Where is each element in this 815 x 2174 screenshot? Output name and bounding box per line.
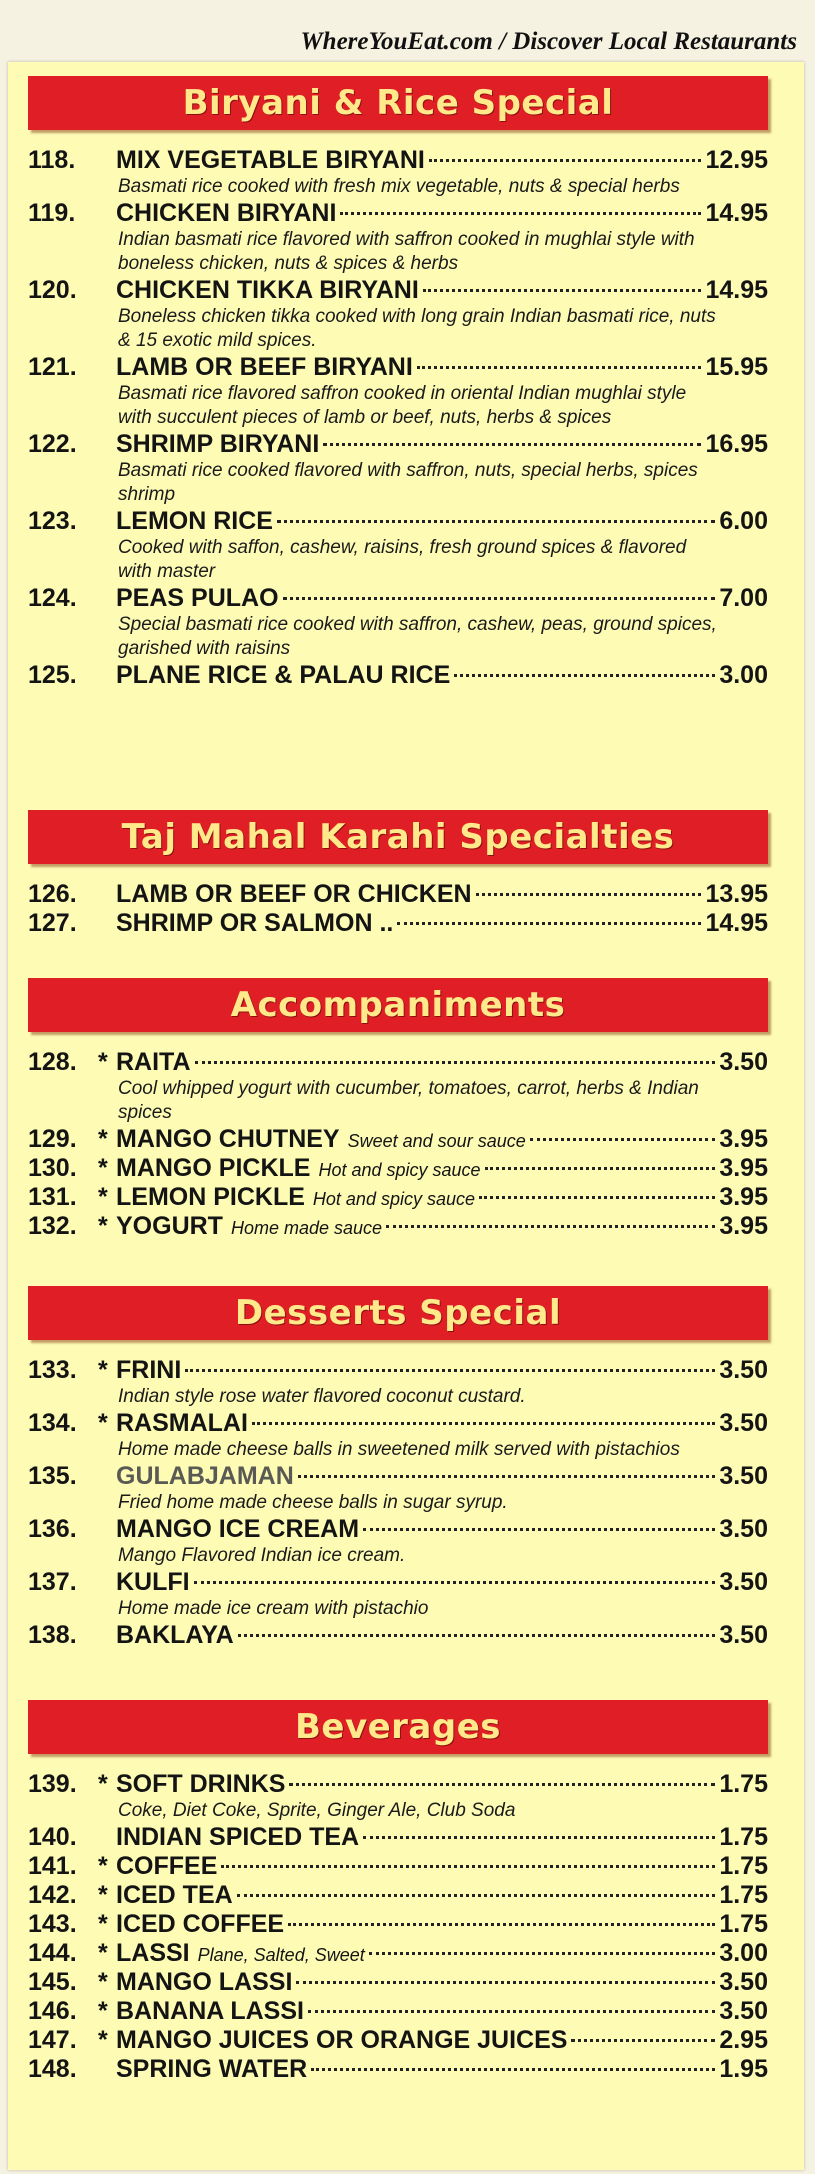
item-description: Mango Flavored Indian ice cream. bbox=[118, 1545, 406, 1566]
menu-item-line bbox=[28, 880, 768, 909]
item-number: 134. bbox=[28, 1409, 77, 1437]
menu-section bbox=[28, 1286, 768, 1650]
item-name: CHICKEN TIKKA BIRYANI bbox=[116, 276, 419, 304]
dot-leader bbox=[417, 366, 702, 369]
dot-leader bbox=[237, 1894, 716, 1897]
item-number: 147. bbox=[28, 2026, 77, 2054]
item-name: FRINI bbox=[116, 1356, 182, 1384]
item-name: SHRIMP BIRYANI bbox=[116, 430, 320, 458]
menu-item bbox=[28, 146, 768, 199]
menu-item-line bbox=[28, 909, 768, 938]
menu-item bbox=[28, 1770, 768, 1823]
dot-leader bbox=[479, 1196, 715, 1199]
item-name: BAKLAYA bbox=[116, 1621, 234, 1649]
item-price: 1.75 bbox=[719, 1910, 768, 1938]
item-star-marker: * bbox=[98, 2026, 108, 2054]
menu-item-line bbox=[28, 146, 768, 175]
item-star-marker: * bbox=[98, 1183, 108, 1211]
item-inline-note: Plane, Salted, Sweet bbox=[197, 1945, 365, 1965]
item-number: 122. bbox=[28, 430, 77, 458]
section-title: Beverages bbox=[294, 1707, 502, 1747]
section-title: Biryani & Rice Special bbox=[182, 83, 614, 123]
menu-item bbox=[28, 909, 768, 938]
menu-item-line bbox=[28, 661, 768, 690]
dot-leader bbox=[363, 1528, 715, 1531]
menu-item-line bbox=[28, 1881, 768, 1910]
item-inline-note: Home made sauce bbox=[230, 1218, 383, 1238]
dot-leader bbox=[252, 1422, 715, 1425]
item-number: 148. bbox=[28, 2055, 77, 2083]
dot-leader bbox=[283, 597, 716, 600]
item-number: 133. bbox=[28, 1356, 77, 1384]
item-star-marker: * bbox=[98, 1212, 108, 1240]
menu-item bbox=[28, 430, 768, 507]
dot-leader bbox=[277, 520, 715, 523]
item-name: MANGO PICKLE bbox=[116, 1154, 311, 1182]
menu-item bbox=[28, 1154, 768, 1183]
item-description: Special basmati rice cooked with saffron, cashew, peas, ground spices, garished with raisins bbox=[118, 614, 717, 659]
item-number: 146. bbox=[28, 1997, 77, 2025]
item-number: 145. bbox=[28, 1968, 77, 1996]
menu-item-line bbox=[28, 1125, 768, 1154]
item-number: 125. bbox=[28, 661, 77, 689]
item-name: LEMON PICKLE bbox=[116, 1183, 305, 1211]
menu-item-line bbox=[28, 1939, 768, 1968]
item-description: Indian basmati rice flavored with saffron cooked in mughlai style with boneless chicken, nuts & spices & herbs bbox=[118, 229, 695, 274]
dot-leader bbox=[363, 1836, 715, 1839]
item-description: Boneless chicken tikka cooked with long grain Indian basmati rice, nuts & 15 exotic mild spices. bbox=[118, 306, 716, 351]
menu-item bbox=[28, 1409, 768, 1462]
item-price: 15.95 bbox=[705, 353, 768, 381]
item-description: Home made cheese balls in sweetened milk served with pistachios bbox=[118, 1439, 680, 1460]
item-price: 3.50 bbox=[719, 1621, 768, 1649]
menu-item-line bbox=[28, 1409, 768, 1438]
menu-section bbox=[28, 1700, 768, 2084]
menu-item bbox=[28, 199, 768, 276]
item-price: 1.75 bbox=[719, 1881, 768, 1909]
item-name: MANGO JUICES OR ORANGE JUICES bbox=[116, 2026, 568, 2054]
item-name: LEMON RICE bbox=[116, 507, 273, 535]
dot-leader bbox=[476, 893, 702, 896]
item-name: GULABJAMAN bbox=[116, 1462, 294, 1490]
menu-item bbox=[28, 1939, 768, 1968]
menu-item bbox=[28, 1997, 768, 2026]
menu-item bbox=[28, 661, 768, 690]
menu-item bbox=[28, 1462, 768, 1515]
item-price: 6.00 bbox=[719, 507, 768, 535]
site-header: WhereYouEat.com / Discover Local Restaurants bbox=[300, 28, 797, 55]
dot-leader bbox=[340, 212, 701, 215]
dot-leader bbox=[311, 2068, 715, 2071]
item-number: 131. bbox=[28, 1183, 77, 1211]
item-price: 3.95 bbox=[719, 1183, 768, 1211]
item-description: Cool whipped yogurt with cucumber, tomatoes, carrot, herbs & Indian spices bbox=[118, 1078, 699, 1123]
item-price: 3.00 bbox=[719, 661, 768, 689]
menu-item bbox=[28, 276, 768, 353]
item-name: RAITA bbox=[116, 1048, 191, 1076]
item-name: ICED COFFEE bbox=[116, 1910, 285, 1938]
item-name: INDIAN SPICED TEA bbox=[116, 1823, 360, 1851]
menu-item-line bbox=[28, 1968, 768, 1997]
item-name: CHICKEN BIRYANI bbox=[116, 199, 337, 227]
menu-item-line bbox=[28, 1770, 768, 1799]
item-price: 7.00 bbox=[719, 584, 768, 612]
item-price: 3.95 bbox=[719, 1154, 768, 1182]
item-name: RASMALAI bbox=[116, 1409, 248, 1437]
item-inline-note: Hot and spicy sauce bbox=[312, 1189, 475, 1209]
menu-item bbox=[28, 353, 768, 430]
dot-leader bbox=[238, 1634, 716, 1637]
item-description: Cooked with saffon, cashew, raisins, fresh ground spices & flavored with master bbox=[118, 537, 687, 582]
section-banner bbox=[28, 1700, 768, 1754]
item-number: 127. bbox=[28, 909, 77, 937]
menu-item-line bbox=[28, 1852, 768, 1881]
item-number: 118. bbox=[28, 146, 76, 174]
item-star-marker: * bbox=[98, 1939, 108, 1967]
menu-item bbox=[28, 1183, 768, 1212]
item-price: 3.50 bbox=[719, 1462, 768, 1490]
item-price: 3.50 bbox=[719, 1997, 768, 2025]
item-price: 3.50 bbox=[719, 1515, 768, 1543]
menu-item-line bbox=[28, 507, 768, 536]
item-price: 12.95 bbox=[705, 146, 768, 174]
dot-leader bbox=[454, 674, 715, 677]
section-banner bbox=[28, 978, 768, 1032]
item-name: BANANA LASSI bbox=[116, 1997, 304, 2025]
item-number: 140. bbox=[28, 1823, 77, 1851]
menu-item-line bbox=[28, 1515, 768, 1544]
menu-item bbox=[28, 2026, 768, 2055]
item-price: 14.95 bbox=[705, 909, 768, 937]
item-name: MANGO CHUTNEY bbox=[116, 1125, 340, 1153]
item-price: 2.95 bbox=[719, 2026, 768, 2054]
item-inline-note: Sweet and sour sauce bbox=[347, 1131, 526, 1151]
menu-item-line bbox=[28, 353, 768, 382]
item-description: Coke, Diet Coke, Sprite, Ginger Ale, Club Soda bbox=[118, 1800, 516, 1821]
menu-item bbox=[28, 507, 768, 584]
item-number: 128. bbox=[28, 1048, 77, 1076]
item-number: 138. bbox=[28, 1621, 77, 1649]
item-number: 144. bbox=[28, 1939, 77, 1967]
item-name: MANGO LASSI bbox=[116, 1968, 293, 1996]
menu-item bbox=[28, 880, 768, 909]
section-title: Accompaniments bbox=[230, 985, 566, 1025]
item-price: 1.75 bbox=[719, 1770, 768, 1798]
item-name: LASSI bbox=[116, 1939, 190, 1967]
item-inline-note: Hot and spicy sauce bbox=[318, 1160, 481, 1180]
item-number: 132. bbox=[28, 1212, 77, 1240]
menu-item-line bbox=[28, 1997, 768, 2026]
menu-item-line bbox=[28, 1823, 768, 1852]
menu-item-line bbox=[28, 1462, 768, 1491]
menu-item-line bbox=[28, 1183, 768, 1212]
dot-leader bbox=[288, 1923, 715, 1926]
dot-leader bbox=[530, 1138, 716, 1141]
dot-leader bbox=[194, 1581, 716, 1584]
menu-item bbox=[28, 1515, 768, 1568]
menu-item-line bbox=[28, 1048, 768, 1077]
item-description: Basmati rice cooked flavored with saffron, nuts, special herbs, spices shrimp bbox=[118, 460, 698, 505]
item-name: PLANE RICE & PALAU RICE bbox=[116, 661, 451, 689]
item-name: LAMB OR BEEF BIRYANI bbox=[116, 353, 413, 381]
item-number: 126. bbox=[28, 880, 77, 908]
item-star-marker: * bbox=[98, 1154, 108, 1182]
item-star-marker: * bbox=[98, 1852, 108, 1880]
dot-leader bbox=[195, 1061, 716, 1064]
dot-leader bbox=[289, 1783, 715, 1786]
item-number: 124. bbox=[28, 584, 77, 612]
menu-item bbox=[28, 1356, 768, 1409]
item-number: 141. bbox=[28, 1852, 77, 1880]
menu-item bbox=[28, 1910, 768, 1939]
section-banner bbox=[28, 810, 768, 864]
item-star-marker: * bbox=[98, 1968, 108, 1996]
item-number: 119. bbox=[28, 199, 76, 227]
menu-item bbox=[28, 1881, 768, 1910]
item-name: ICED TEA bbox=[116, 1881, 233, 1909]
menu-item-line bbox=[28, 1212, 768, 1241]
item-number: 123. bbox=[28, 507, 77, 535]
item-name: SPRING WATER bbox=[116, 2055, 308, 2083]
item-name: SOFT DRINKS bbox=[116, 1770, 286, 1798]
item-star-marker: * bbox=[98, 1125, 108, 1153]
menu-section bbox=[28, 810, 768, 938]
item-name: YOGURT bbox=[116, 1212, 223, 1240]
item-price: 3.50 bbox=[719, 1409, 768, 1437]
item-number: 137. bbox=[28, 1568, 77, 1596]
item-price: 3.50 bbox=[719, 1356, 768, 1384]
item-number: 129. bbox=[28, 1125, 77, 1153]
item-number: 139. bbox=[28, 1770, 77, 1798]
menu-item-line bbox=[28, 1621, 768, 1650]
item-price: 3.50 bbox=[719, 1048, 768, 1076]
item-description: Basmati rice cooked with fresh mix vegetable, nuts & special herbs bbox=[118, 176, 680, 197]
item-description: Basmati rice flavored saffron cooked in oriental Indian mughlai style with succulent pieces of lamb or beef, nuts, herbs & spices bbox=[118, 383, 687, 428]
item-description: Home made ice cream with pistachio bbox=[118, 1598, 429, 1619]
item-name: KULFI bbox=[116, 1568, 190, 1596]
dot-leader bbox=[386, 1225, 715, 1228]
item-price: 1.95 bbox=[719, 2055, 768, 2083]
item-name: MANGO ICE CREAM bbox=[116, 1515, 360, 1543]
item-price: 3.95 bbox=[719, 1212, 768, 1240]
dot-leader bbox=[296, 1981, 715, 1984]
item-star-marker: * bbox=[98, 1409, 108, 1437]
menu-item-line bbox=[28, 276, 768, 305]
item-number: 130. bbox=[28, 1154, 77, 1182]
item-price: 16.95 bbox=[705, 430, 768, 458]
menu-item-line bbox=[28, 1568, 768, 1597]
menu-item-line bbox=[28, 584, 768, 613]
dot-leader bbox=[423, 289, 702, 292]
menu-item bbox=[28, 1968, 768, 1997]
menu-item bbox=[28, 1852, 768, 1881]
item-price: 13.95 bbox=[705, 880, 768, 908]
item-description: Fried home made cheese balls in sugar syrup. bbox=[118, 1492, 508, 1513]
section-title: Taj Mahal Karahi Specialties bbox=[121, 817, 675, 857]
item-star-marker: * bbox=[98, 1997, 108, 2025]
item-price: 3.50 bbox=[719, 1568, 768, 1596]
item-star-marker: * bbox=[98, 1356, 108, 1384]
item-price: 3.95 bbox=[719, 1125, 768, 1153]
menu-item bbox=[28, 1048, 768, 1125]
dot-leader bbox=[221, 1865, 715, 1868]
dot-leader bbox=[308, 2010, 715, 2013]
item-price: 3.00 bbox=[719, 1939, 768, 1967]
section-title: Desserts Special bbox=[234, 1293, 562, 1333]
menu-item-line bbox=[28, 1910, 768, 1939]
item-price: 3.50 bbox=[719, 1968, 768, 1996]
item-price: 14.95 bbox=[705, 199, 768, 227]
item-number: 142. bbox=[28, 1881, 77, 1909]
menu-section bbox=[28, 76, 768, 690]
menu-item-line bbox=[28, 430, 768, 459]
menu-item bbox=[28, 2055, 768, 2084]
menu-item bbox=[28, 1125, 768, 1154]
menu-item-line bbox=[28, 1154, 768, 1183]
dot-leader bbox=[298, 1475, 716, 1478]
dot-leader bbox=[323, 443, 701, 446]
menu-item-line bbox=[28, 2026, 768, 2055]
menu-item-line bbox=[28, 199, 768, 228]
item-name: LAMB OR BEEF OR CHICKEN bbox=[116, 880, 472, 908]
item-star-marker: * bbox=[98, 1048, 108, 1076]
menu-item-line bbox=[28, 2055, 768, 2084]
item-number: 135. bbox=[28, 1462, 77, 1490]
dot-leader bbox=[429, 159, 702, 162]
dot-leader bbox=[571, 2039, 715, 2042]
item-description: Indian style rose water flavored coconut custard. bbox=[118, 1386, 526, 1407]
item-name: PEAS PULAO bbox=[116, 584, 279, 612]
dot-leader bbox=[397, 922, 701, 925]
item-star-marker: * bbox=[98, 1910, 108, 1938]
menu-item bbox=[28, 1621, 768, 1650]
item-number: 143. bbox=[28, 1910, 77, 1938]
item-price: 1.75 bbox=[719, 1852, 768, 1880]
section-banner bbox=[28, 76, 768, 130]
item-price: 1.75 bbox=[719, 1823, 768, 1851]
dot-leader bbox=[369, 1952, 716, 1955]
item-name: COFFEE bbox=[116, 1852, 218, 1880]
section-banner bbox=[28, 1286, 768, 1340]
item-star-marker: * bbox=[98, 1770, 108, 1798]
menu-item-line bbox=[28, 1356, 768, 1385]
menu-item bbox=[28, 584, 768, 661]
menu-item bbox=[28, 1212, 768, 1241]
dot-leader bbox=[185, 1369, 715, 1372]
item-price: 14.95 bbox=[705, 276, 768, 304]
item-name: MIX VEGETABLE BIRYANI bbox=[116, 146, 425, 174]
item-number: 120. bbox=[28, 276, 77, 304]
menu-item bbox=[28, 1823, 768, 1852]
menu-item bbox=[28, 1568, 768, 1621]
item-number: 136. bbox=[28, 1515, 77, 1543]
item-star-marker: * bbox=[98, 1881, 108, 1909]
menu-section bbox=[28, 978, 768, 1241]
item-name: SHRIMP OR SALMON .. bbox=[116, 909, 394, 937]
item-number: 121. bbox=[28, 353, 77, 381]
dot-leader bbox=[485, 1167, 716, 1170]
